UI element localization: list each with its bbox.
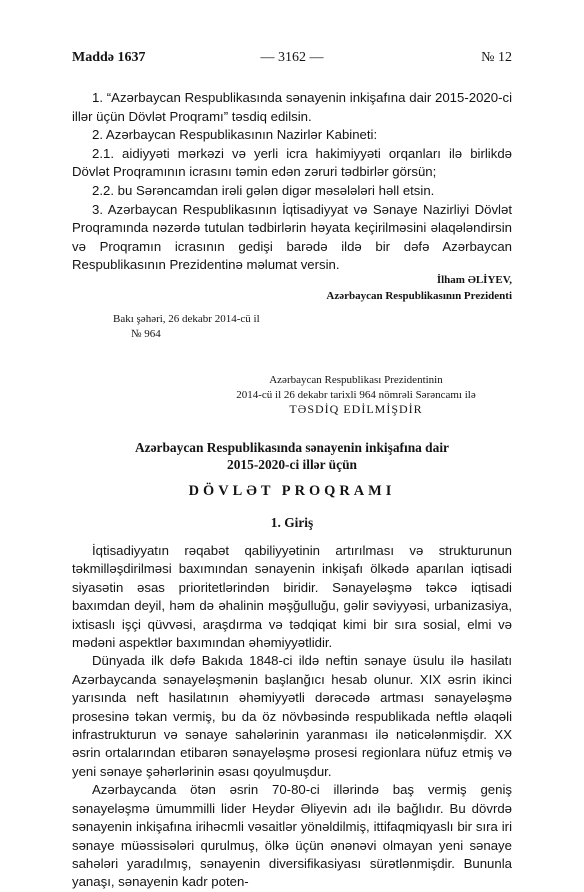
decree-items	[72, 89, 512, 275]
body-paragraph-3: Azərbaycanda ötən əsrin 70-80-ci illərində baş vermiş geniş sənayeləşmə ümummilli lider Heydər Əliyevin adı ilə bağlıdır. Bu dövrdə sənayenin inkişafına irihəcmli vəsaitlər yönəldilmiş, ittifaqmiqyaslı bir sıra iri sənaye müəssisələri qurulmuş, ölkə üçün ənənəvi olmayan yeni sənaye sahələri yaradılmış, sənayenin diversifikasiyası sürətlənmişdir. Bununla yanaşı, sənayenin kadr poten-	[72, 782, 512, 890]
issue-number: № 12	[481, 50, 512, 65]
approved-stamp-text: TƏSDİQ EDİLMİŞDİR	[289, 402, 423, 416]
decree-item-3: 3. Azərbaycan Respublikasının İqtisadiyyat və Sənaye Nazirliyi Dövlət Proqramında nəzərdə tutulan tədbirlərin həyata keçirilməsini əlaqələndirsin və Proqramın icrasının gedişi barədə ildə bir dəfə Azərbaycan Respublikasının Prezidentinə məlumat versin.	[72, 201, 512, 273]
decree-item-2-2: 2.2. bu Sərəncamdan irəli gələn digər məsələləri həll etsin.	[92, 182, 435, 198]
program-title-line-2: 2015-2020-ci illər üçün	[227, 457, 357, 472]
program-name: DÖVLƏT PROQRAMI	[188, 483, 396, 499]
signatory-title: Azərbaycan Respublikasının Prezidenti	[326, 290, 512, 302]
signatory-name: İlham ƏLİYEV,	[436, 274, 512, 286]
article-number: Maddə 1637	[72, 50, 146, 65]
page-header	[72, 50, 512, 70]
program-title-line-1: Azərbaycan Respublikasında sənayenin inkişafına dair	[134, 440, 449, 455]
body-text	[72, 542, 512, 892]
place-date-line: Bakı şəhəri, 26 dekabr 2014-cü il	[113, 313, 260, 325]
approval-note	[200, 373, 512, 417]
section-heading: 1. Giriş	[270, 515, 314, 530]
body-paragraph-1: İqtisadiyyatın rəqabət qabiliyyətinin artırılması və strukturunun təkmilləşdirilməsi baxımından sənayenin inkişafı ölkədə aparılan iqtisadi siyasətin əsas prioritetlərindən biridir. Sənayeləşmə təkcə iqtisadi baxımdan deyil, həm də əhalinin məşğulluğu, gəlir səviyyəsi, urbanizasiya, ixtisaslı işçi qüvvəsi, araşdırma və tədqiqat kimi bir sıra sosial, elmi və mədəni aspektlər baxımından əhəmiyyətlidir.	[72, 543, 512, 651]
approval-line-2: 2014-cü il 26 dekabr tarixli 964 nömrəli Sərəncamı ilə	[236, 388, 476, 401]
page-number: — 3162 —	[260, 50, 324, 65]
program-title	[72, 439, 512, 473]
decree-number: № 964	[131, 328, 161, 340]
decree-item-1: 1. “Azərbaycan Respublikasında sənayenin inkişafına dair 2015-2020-ci illər üçün Dövlət Proqramı” təsdiq edilsin.	[72, 90, 512, 124]
signature-block	[326, 272, 512, 304]
body-paragraph-2: Dünyada ilk dəfə Bakıda 1848-ci ildə neftin sənaye üsulu ilə hasilatı Azərbaycanda sənayeləşmənin başlanğıcı hesab olunur. XIX əsrin ikinci yarısında neft hasilatının əhəmiyyətli dərəcədə artması sənayeləşmə prosesinə təkan vermiş, bu da öz növbəsində respublikada neftlə əlaqəli infrastrukturun və sənaye sahələrinin yaranması ilə nəticələnmişdir. XX əsrin ortalarından etibarən sənayeləşmə prosesi regionlara nüfuz etmiş və yeni sənaye şəhərlərinin əsası qoyulmuşdur.	[72, 653, 512, 779]
place-date	[113, 312, 260, 342]
approval-line-1: Azərbaycan Respublikası Prezidentinin	[269, 374, 443, 386]
decree-item-2: 2. Azərbaycan Respublikasının Nazirlər Kabineti:	[92, 127, 378, 143]
decree-item-2-1: 2.1. aidiyyəti mərkəzi və yerli icra hakimiyyəti orqanları ilə birlikdə Dövlət Proqramının icrasını təmin edən zəruri tədbirlər görsün;	[72, 145, 512, 180]
